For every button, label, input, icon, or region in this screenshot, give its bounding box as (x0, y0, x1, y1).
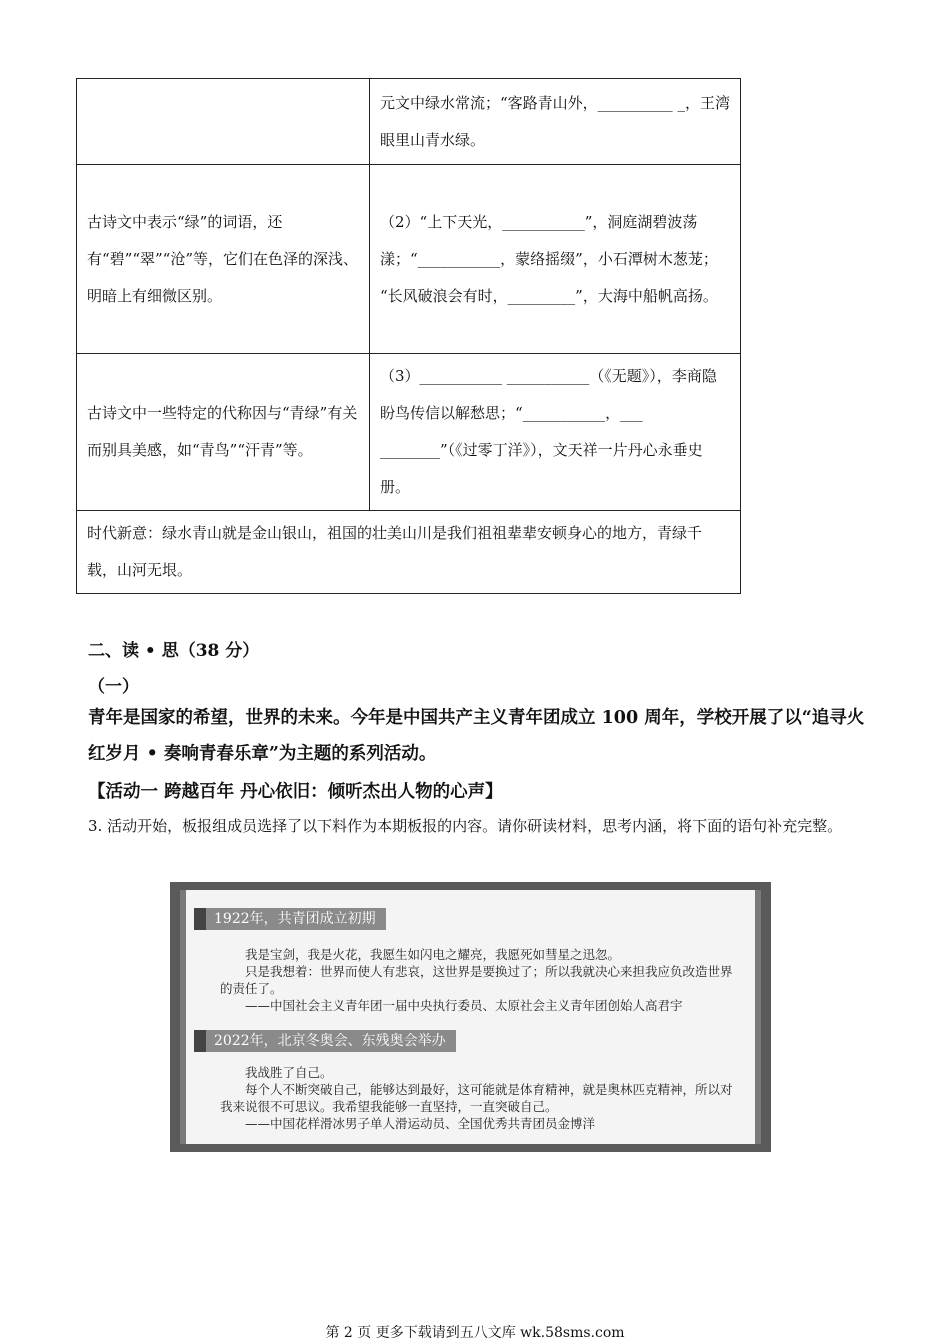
question-text: 3. 活动开始，板报组成员选择了以下料作为本期板报的内容。请你研读材料，思考内涵，将下面的语句补充完整。 (88, 817, 843, 835)
board-line: 每个人不断突破自己，能够达到最好，这可能就是体育精神，就是奥林匹克精神，所以对我来说很不可思议。我希望我能够一直坚持，一直突破自己。 (220, 1082, 733, 1114)
board-header-2022 (194, 1030, 456, 1052)
table-row (77, 354, 741, 511)
board-text-1922 (220, 946, 741, 1014)
blackboard-image (170, 882, 771, 1152)
board-frame-left (180, 890, 186, 1144)
board-header-text: 2022年，北京冬奥会、东残奥会举办 (214, 1033, 446, 1049)
table-cell: 古诗文中表示“绿”的词语，还有“碧”“翠”“沧”等，它们在色泽的深浅、明暗上有细微区别。 (77, 165, 370, 354)
board-header-text: 1922年，共青团成立初期 (214, 911, 376, 927)
table-cell-line: （2）“上下天光，___________”，洞庭湖碧波荡漾；“___________，蒙络摇缀”，小石潭树木葱茏； (380, 212, 718, 268)
board-line: ——中国社会主义青年团一届中央执行委员、太原社会主义青年团创始人高君宇 (245, 998, 683, 1013)
board-line: ——中国花样滑冰男子单人滑运动员、全国优秀共青团员金博洋 (245, 1116, 596, 1131)
intro-paragraph: 青年是国家的希望，世界的未来。今年是中国共产主义青年团成立 100 周年，学校开展了以“追寻火红岁月 • 奏响青春乐章”为主题的系列活动。 (88, 708, 865, 764)
table-cell: 元文中绿水常流；“客路青山外，__________ _，王湾眼里山青水绿。 (370, 79, 741, 165)
board-header-1922 (194, 908, 386, 930)
table-row (77, 79, 741, 165)
sub-title: （一） (88, 677, 139, 697)
table-row (77, 511, 741, 594)
table-cell-empty (77, 79, 370, 165)
page-footer: 第 2 页 更多下载请到五八文库 wk.58sms.com (325, 1325, 625, 1341)
poetry-table (76, 78, 741, 594)
strip-accent (194, 1030, 206, 1052)
table-cell: 古诗文中一些特定的代称因与“青绿”有关而别具美感，如“青鸟”“汗青”等。 (77, 354, 370, 511)
board-line: 只是我想着：世界而使人有悲哀，这世界是要换过了；所以我就决心来担我应负改造世界的责任了。 (220, 964, 733, 996)
table-cell: （3）___________ ___________（《无题》），李商隐盼鸟传信以解愁思；“___________，___ ________”（《过零丁洋》），文天祥一片丹心永垂史册。 (370, 354, 741, 511)
table-cell-line: “长风破浪会有时，_________”，大海中船帆高扬。 (380, 286, 718, 305)
section-title: 二、读 • 思（38 分） (88, 641, 260, 661)
activity-title: 【活动一 跨越百年 丹心依旧：倾听杰出人物的心声】 (88, 782, 503, 802)
board-line: 我战胜了自己。 (245, 1065, 333, 1080)
strip-accent (194, 908, 206, 930)
board-panel (180, 890, 761, 1144)
board-line: 我是宝剑，我是火花，我愿生如闪电之耀亮，我愿死如彗星之迅忽。 (245, 947, 621, 962)
board-text-2022 (220, 1064, 741, 1132)
table-cell-wide: 时代新意：绿水青山就是金山银山，祖国的壮美山川是我们祖祖辈辈安顿身心的地方，青绿千载，山河无垠。 (77, 511, 741, 594)
table-cell (370, 165, 741, 354)
board-frame-right (755, 890, 761, 1144)
table-row (77, 165, 741, 354)
